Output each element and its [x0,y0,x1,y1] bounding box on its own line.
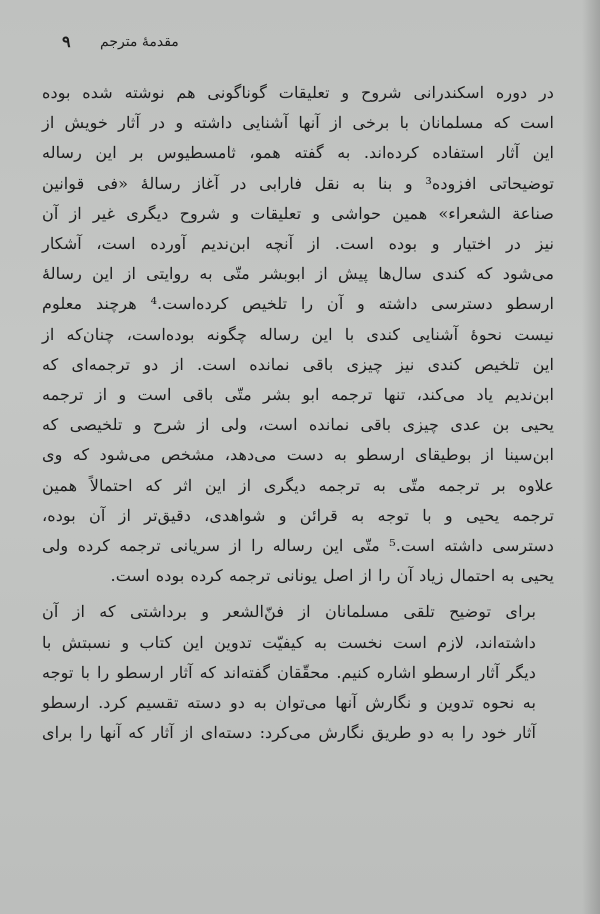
text-line: دسترسی داشته است.⁵ متّی این رساله را از سریانی ترجمه کرده ولی [42,536,554,556]
text-line: ارسطو دسترسی داشته و آن را تلخیص کرده‌است.⁴ هرچند معلوم [42,294,554,314]
body-text [42,78,554,748]
text-line: نیز در اختیار و بوده است. از آنچه ابن‌ندیم آورده است، آشکار [42,234,554,254]
paragraph-1 [42,78,554,591]
text-line: می‌شود که کندی سال‌ها پیش از ابوبشر متّی به روایتی از این رسالهٔ [42,264,554,284]
text-line: است که مسلمانان با برخی از آنها آشنایی داشته و در آثار خویش از [42,113,554,133]
text-line: توضیحاتی افزوده³ و بنا به نقل فارابی در آغاز رسالهٔ «فی قوانین [42,173,554,193]
text-line: آثار خود را به دو طریق نگارش می‌کرد: دسته‌ای از آثار که آنها را برای [42,723,536,743]
text-line: این تلخیص کندی نیز چیزی باقی نمانده است. از دو ترجمه‌ای که [42,354,554,374]
text-line: این آثار استفاده کرده‌اند. به گفته همو، ثامسطیوس بر این رساله [42,143,554,163]
page-header [52,32,560,56]
text-line: دیگر آثار ارسطو اشاره کنیم. محقّقان گفته‌اند که آثار ارسطو را با توجه [42,662,536,682]
text-line: ابن‌ندیم یاد می‌کند، تنها ترجمه ابو بشر متّی باقی است و از ترجمه [42,385,554,405]
page-number: ۹ [62,32,71,51]
paragraph-2 [42,597,554,748]
text-line: علاوه بر ترجمه متّی به ترجمه دیگری از این اثر که احتمالاً همین [42,475,554,495]
text-line: برای توضیح تلقی مسلمانان از فنّ‌الشعر و برداشتی که از آن [42,602,536,622]
text-line: صناعة الشعراء» همین حواشی و تعلیقات و شروح دیگری غیر از آن [42,203,554,223]
text-line: نیست نحوهٔ آشنایی کندی با این رساله چگونه بوده‌است، چنان‌که از [42,324,554,344]
text-line: یحیی بن عدی چیزی باقی نمانده است، ولی از شرح و تلخیصی که [42,415,554,435]
text-line: در دوره اسکندرانی شروح و تعلیقات گوناگونی هم نوشته شده بوده [42,83,554,102]
text-line: ترجمه یحیی و با توجه به قرائن و شواهدی، دقیق‌تر از آن بوده، [42,505,554,525]
text-line: ابن‌سینا از بوطیقای ارسطو به دست می‌دهد، مشخص می‌شود که وی [42,445,554,465]
running-title: مقدمهٔ مترجم [100,34,179,50]
page-edge-shadow [582,0,600,914]
text-line: داشته‌اند، لازم است نخست به کیفیّت تدوین این کتاب و نسبتش با [42,632,536,652]
text-line: به نحوه تدوین و نگارش آنها می‌توان به دو دسته تقسیم کرد. ارسطو [42,693,536,713]
text-line: یحیی به احتمال زیاد آن را از اصل یونانی ترجمه کرده بوده است. [110,566,554,586]
